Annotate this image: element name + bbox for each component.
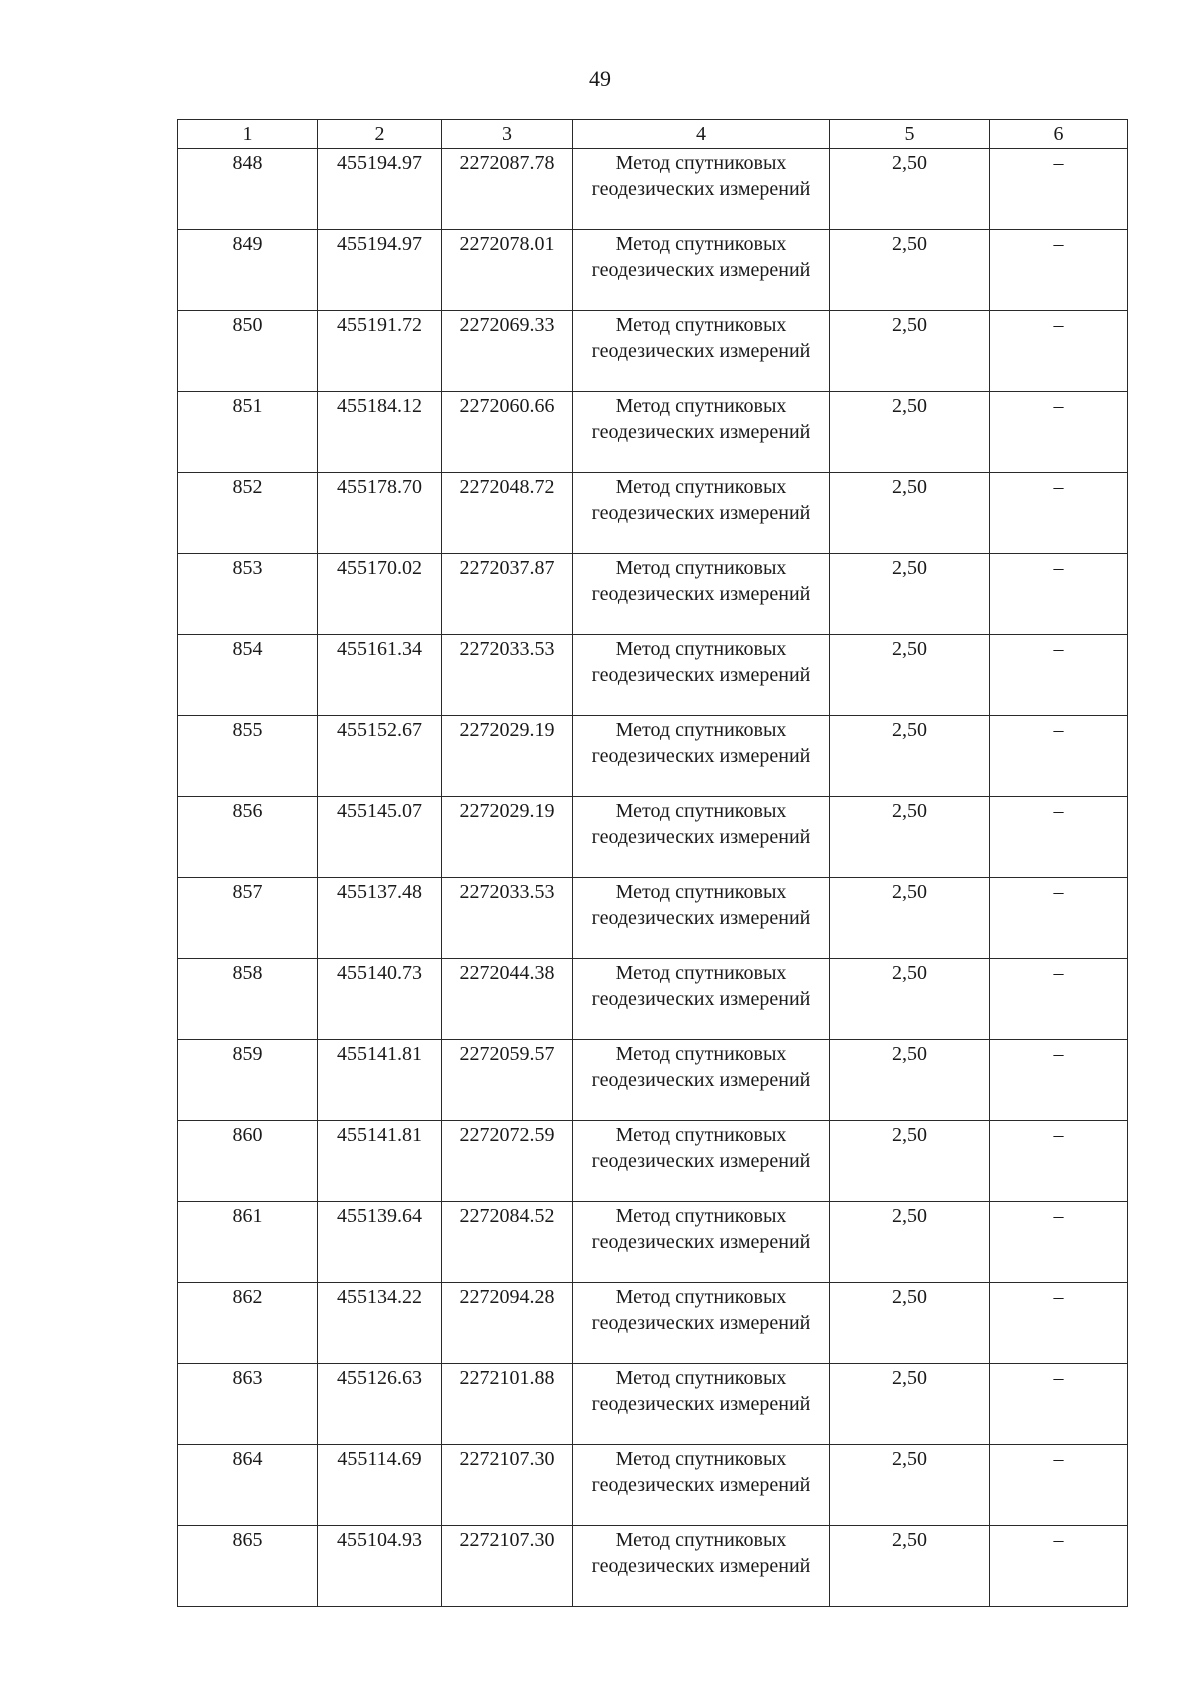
coord-y-cell: 2272107.30	[442, 1445, 573, 1526]
coordinates-table	[177, 119, 1128, 1607]
table-row	[178, 554, 1128, 635]
note-cell: –	[990, 635, 1128, 716]
accuracy-cell: 2,50	[830, 149, 990, 230]
method-text: Метод спутниковых геодезических измерений	[591, 800, 811, 848]
accuracy-cell: 2,50	[830, 392, 990, 473]
method-text: Метод спутниковых геодезических измерений	[591, 962, 811, 1010]
point-number-cell: 853	[178, 554, 318, 635]
method-cell	[573, 635, 830, 716]
method-text: Метод спутниковых геодезических измерений	[591, 152, 811, 200]
method-text: Метод спутниковых геодезических измерений	[591, 638, 811, 686]
note-cell: –	[990, 959, 1128, 1040]
point-number-cell: 859	[178, 1040, 318, 1121]
method-text: Метод спутниковых геодезических измерений	[591, 1124, 811, 1172]
note-cell: –	[990, 230, 1128, 311]
table-body	[178, 149, 1128, 1607]
table-row	[178, 716, 1128, 797]
coord-y-cell: 2272078.01	[442, 230, 573, 311]
header-col-4: 4	[573, 120, 830, 149]
table-row	[178, 1202, 1128, 1283]
point-number-cell: 862	[178, 1283, 318, 1364]
note-cell: –	[990, 1364, 1128, 1445]
table-row	[178, 797, 1128, 878]
method-cell	[573, 1445, 830, 1526]
table-row	[178, 959, 1128, 1040]
table-row	[178, 635, 1128, 716]
coord-x-cell: 455137.48	[318, 878, 442, 959]
accuracy-cell: 2,50	[830, 635, 990, 716]
method-cell	[573, 878, 830, 959]
coord-y-cell: 2272029.19	[442, 797, 573, 878]
method-cell	[573, 230, 830, 311]
point-number-cell: 860	[178, 1121, 318, 1202]
method-cell	[573, 149, 830, 230]
method-cell	[573, 554, 830, 635]
coord-x-cell: 455152.67	[318, 716, 442, 797]
method-cell	[573, 1202, 830, 1283]
table-row	[178, 392, 1128, 473]
method-cell	[573, 716, 830, 797]
coord-y-cell: 2272033.53	[442, 635, 573, 716]
method-text: Метод спутниковых геодезических измерений	[591, 476, 811, 524]
coord-x-cell: 455170.02	[318, 554, 442, 635]
coord-y-cell: 2272029.19	[442, 716, 573, 797]
coord-y-cell: 2272048.72	[442, 473, 573, 554]
point-number-cell: 861	[178, 1202, 318, 1283]
table-row	[178, 1040, 1128, 1121]
note-cell: –	[990, 716, 1128, 797]
note-cell: –	[990, 1121, 1128, 1202]
point-number-cell: 865	[178, 1526, 318, 1607]
coord-x-cell: 455184.12	[318, 392, 442, 473]
coord-x-cell: 455178.70	[318, 473, 442, 554]
note-cell: –	[990, 554, 1128, 635]
coord-x-cell: 455126.63	[318, 1364, 442, 1445]
method-text: Метод спутниковых геодезических измерений	[591, 1448, 811, 1496]
header-col-5: 5	[830, 120, 990, 149]
point-number-cell: 857	[178, 878, 318, 959]
table-row	[178, 1445, 1128, 1526]
coord-y-cell: 2272033.53	[442, 878, 573, 959]
accuracy-cell: 2,50	[830, 311, 990, 392]
method-cell	[573, 1040, 830, 1121]
coord-y-cell: 2272059.57	[442, 1040, 573, 1121]
header-col-6: 6	[990, 120, 1128, 149]
method-cell	[573, 1121, 830, 1202]
note-cell: –	[990, 1526, 1128, 1607]
coord-x-cell: 455104.93	[318, 1526, 442, 1607]
table-row	[178, 230, 1128, 311]
method-text: Метод спутниковых геодезических измерений	[591, 395, 811, 443]
table-row	[178, 1283, 1128, 1364]
method-text: Метод спутниковых геодезических измерений	[591, 314, 811, 362]
method-text: Метод спутниковых геодезических измерений	[591, 1205, 811, 1253]
note-cell: –	[990, 1040, 1128, 1121]
accuracy-cell: 2,50	[830, 1121, 990, 1202]
coord-x-cell: 455161.34	[318, 635, 442, 716]
point-number-cell: 856	[178, 797, 318, 878]
coord-x-cell: 455145.07	[318, 797, 442, 878]
method-text: Метод спутниковых геодезических измерений	[591, 1286, 811, 1334]
method-text: Метод спутниковых геодезических измерений	[591, 557, 811, 605]
method-text: Метод спутниковых геодезических измерений	[591, 233, 811, 281]
point-number-cell: 854	[178, 635, 318, 716]
method-text: Метод спутниковых геодезических измерений	[591, 719, 811, 767]
coord-y-cell: 2272060.66	[442, 392, 573, 473]
point-number-cell: 864	[178, 1445, 318, 1526]
header-row	[178, 120, 1128, 149]
accuracy-cell: 2,50	[830, 1526, 990, 1607]
note-cell: –	[990, 878, 1128, 959]
point-number-cell: 851	[178, 392, 318, 473]
point-number-cell: 863	[178, 1364, 318, 1445]
coord-y-cell: 2272087.78	[442, 149, 573, 230]
coord-x-cell: 455114.69	[318, 1445, 442, 1526]
note-cell: –	[990, 1445, 1128, 1526]
accuracy-cell: 2,50	[830, 878, 990, 959]
accuracy-cell: 2,50	[830, 230, 990, 311]
table-row	[178, 1526, 1128, 1607]
accuracy-cell: 2,50	[830, 797, 990, 878]
coord-x-cell: 455194.97	[318, 149, 442, 230]
coord-x-cell: 455140.73	[318, 959, 442, 1040]
method-cell	[573, 797, 830, 878]
accuracy-cell: 2,50	[830, 1040, 990, 1121]
coord-x-cell: 455141.81	[318, 1121, 442, 1202]
accuracy-cell: 2,50	[830, 473, 990, 554]
page-number: 49	[589, 66, 611, 91]
accuracy-cell: 2,50	[830, 1445, 990, 1526]
method-text: Метод спутниковых геодезических измерений	[591, 1043, 811, 1091]
accuracy-cell: 2,50	[830, 1202, 990, 1283]
coord-x-cell: 455191.72	[318, 311, 442, 392]
coord-y-cell: 2272044.38	[442, 959, 573, 1040]
table-header	[178, 120, 1128, 149]
coord-y-cell: 2272069.33	[442, 311, 573, 392]
note-cell: –	[990, 1283, 1128, 1364]
note-cell: –	[990, 797, 1128, 878]
accuracy-cell: 2,50	[830, 716, 990, 797]
coord-x-cell: 455141.81	[318, 1040, 442, 1121]
method-text: Метод спутниковых геодезических измерений	[591, 881, 811, 929]
point-number-cell: 850	[178, 311, 318, 392]
table-row	[178, 1364, 1128, 1445]
note-cell: –	[990, 311, 1128, 392]
header-col-3: 3	[442, 120, 573, 149]
coord-y-cell: 2272072.59	[442, 1121, 573, 1202]
point-number-cell: 855	[178, 716, 318, 797]
table-row	[178, 473, 1128, 554]
accuracy-cell: 2,50	[830, 1364, 990, 1445]
table-row	[178, 1121, 1128, 1202]
note-cell: –	[990, 473, 1128, 554]
coord-y-cell: 2272037.87	[442, 554, 573, 635]
coord-y-cell: 2272101.88	[442, 1364, 573, 1445]
header-col-1: 1	[178, 120, 318, 149]
point-number-cell: 858	[178, 959, 318, 1040]
method-text: Метод спутниковых геодезических измерений	[591, 1367, 811, 1415]
method-cell	[573, 392, 830, 473]
header-col-2: 2	[318, 120, 442, 149]
coord-y-cell: 2272107.30	[442, 1526, 573, 1607]
coord-x-cell: 455194.97	[318, 230, 442, 311]
point-number-cell: 849	[178, 230, 318, 311]
method-cell	[573, 1526, 830, 1607]
point-number-cell: 852	[178, 473, 318, 554]
note-cell: –	[990, 149, 1128, 230]
coord-x-cell: 455139.64	[318, 1202, 442, 1283]
accuracy-cell: 2,50	[830, 554, 990, 635]
method-text: Метод спутниковых геодезических измерений	[591, 1529, 811, 1577]
method-cell	[573, 959, 830, 1040]
accuracy-cell: 2,50	[830, 959, 990, 1040]
method-cell	[573, 1283, 830, 1364]
table-row	[178, 878, 1128, 959]
coord-y-cell: 2272084.52	[442, 1202, 573, 1283]
point-number-cell: 848	[178, 149, 318, 230]
method-cell	[573, 311, 830, 392]
method-cell	[573, 1364, 830, 1445]
table-row	[178, 311, 1128, 392]
table-row	[178, 149, 1128, 230]
coord-x-cell: 455134.22	[318, 1283, 442, 1364]
coord-y-cell: 2272094.28	[442, 1283, 573, 1364]
method-cell	[573, 473, 830, 554]
note-cell: –	[990, 392, 1128, 473]
accuracy-cell: 2,50	[830, 1283, 990, 1364]
note-cell: –	[990, 1202, 1128, 1283]
